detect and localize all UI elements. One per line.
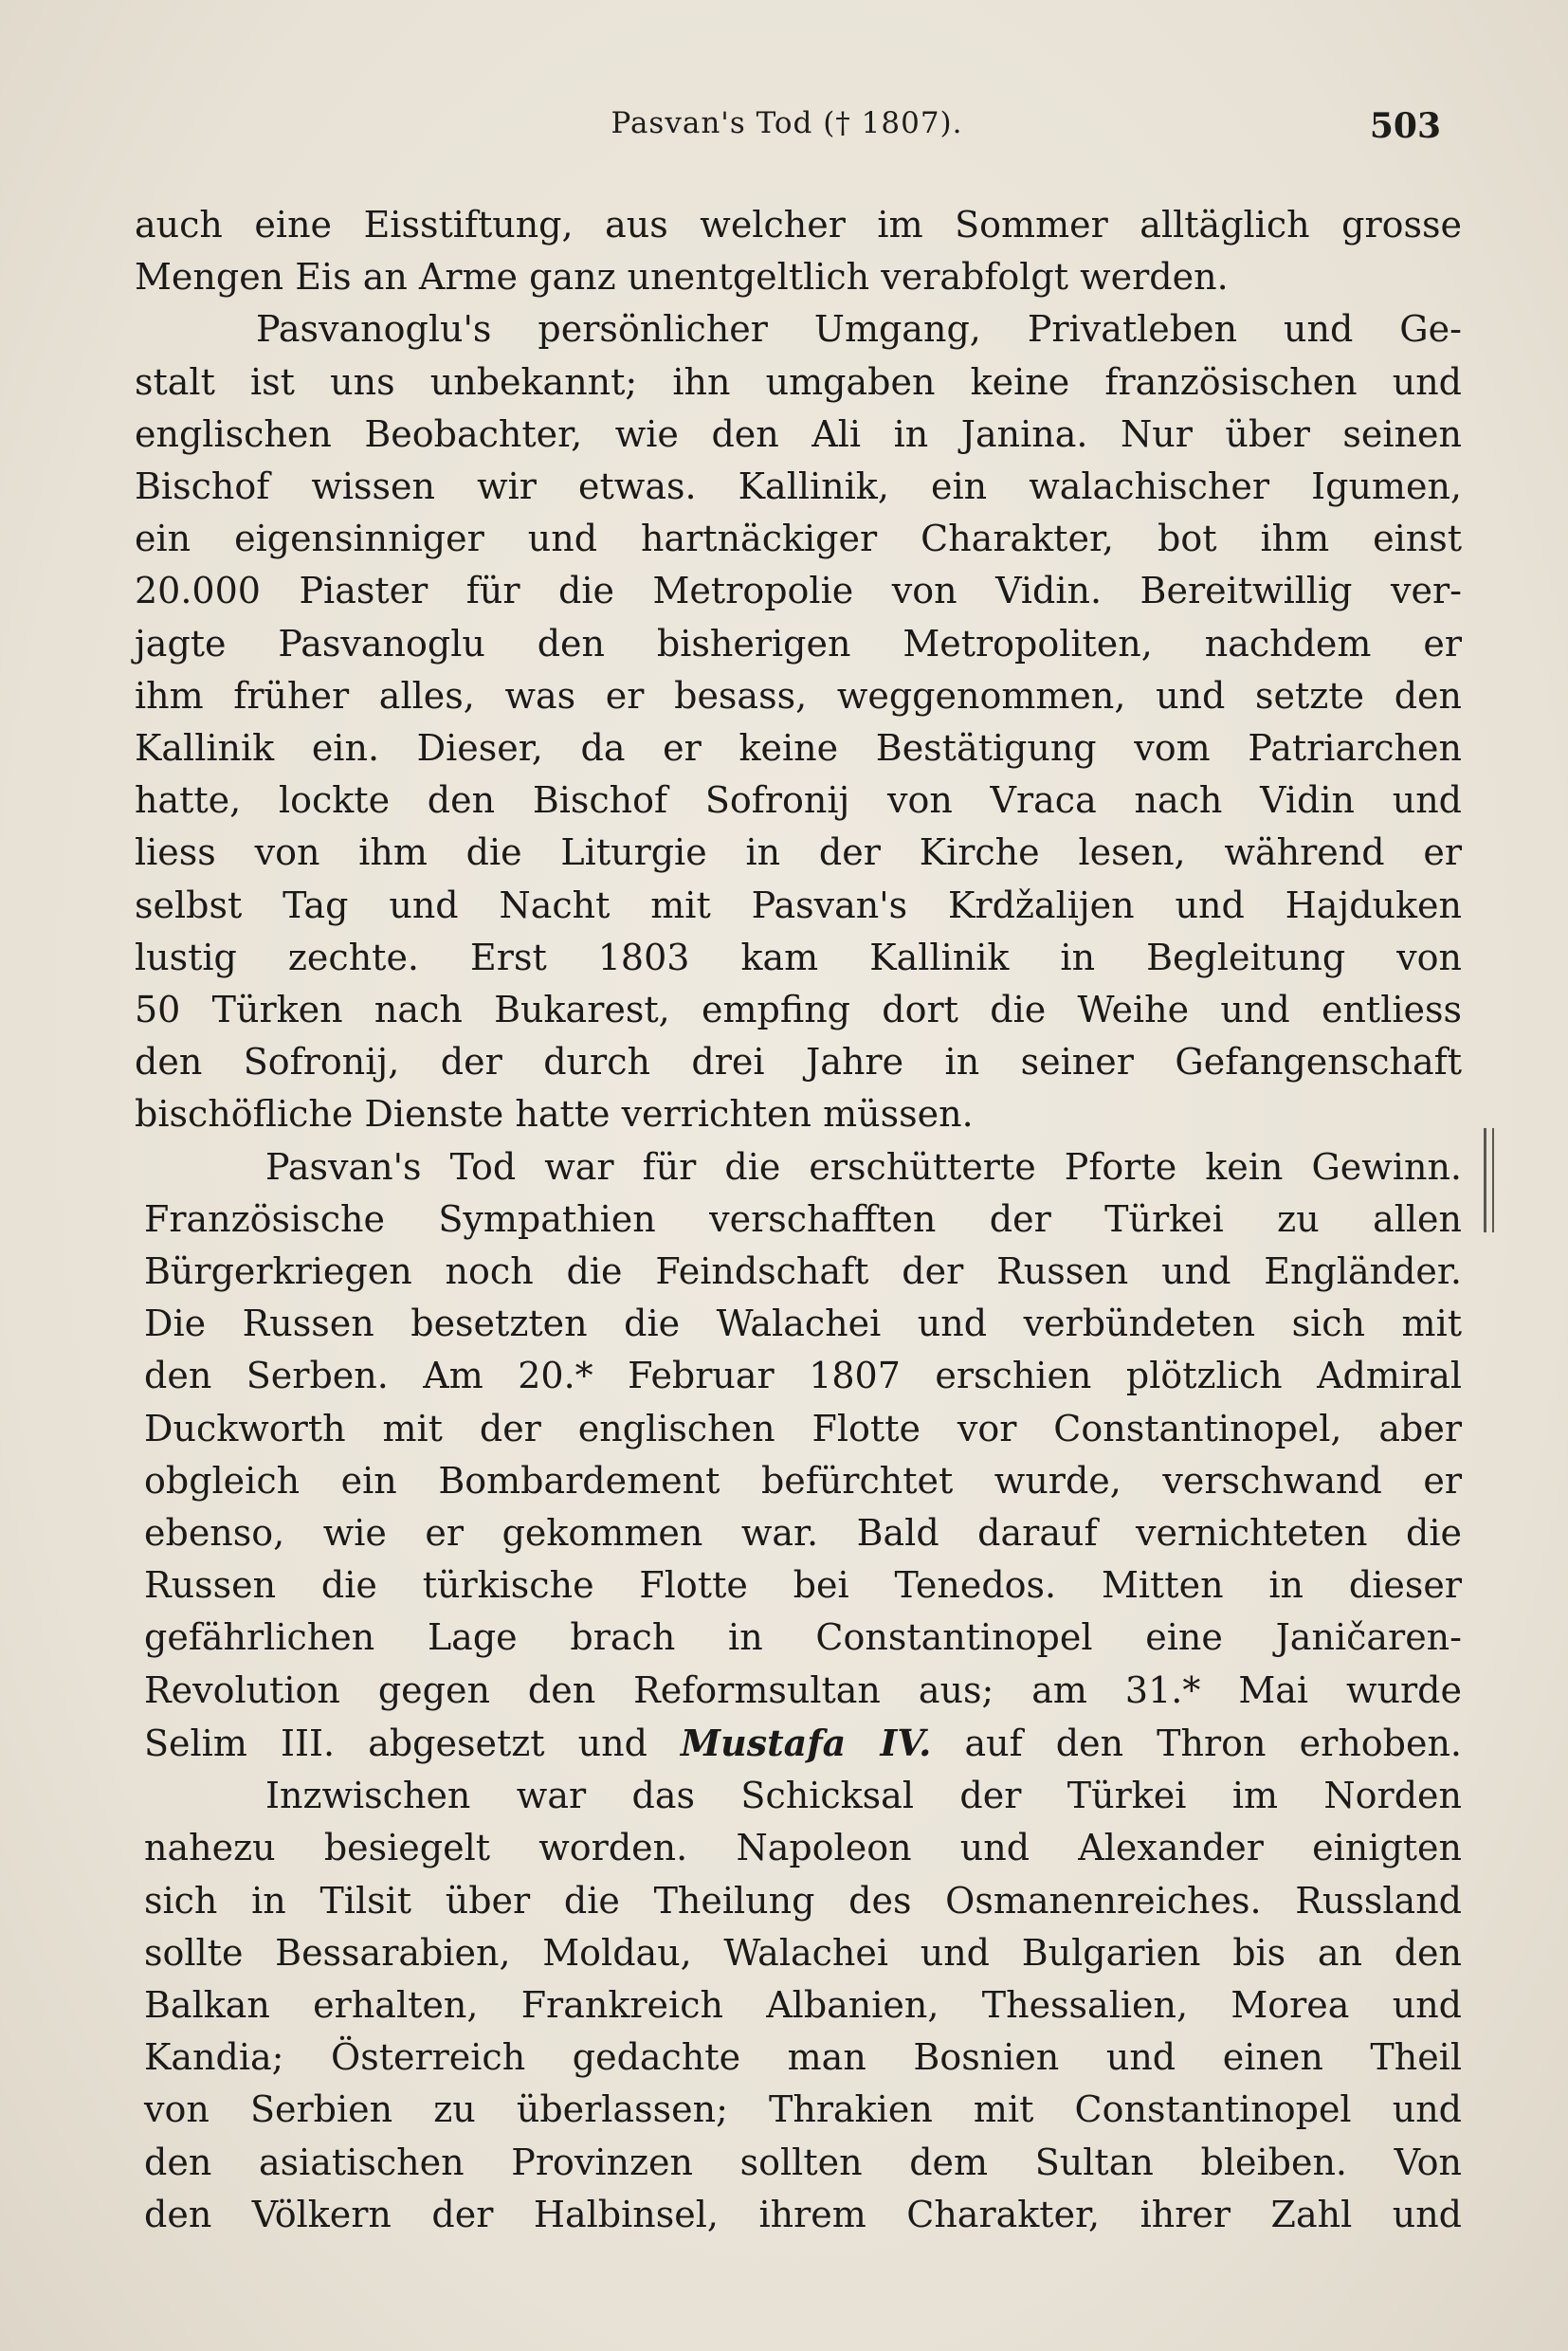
text-line: ein eigensinniger und hartnäckiger Charakter, bot ihm einst [135,518,1462,560]
text-line: auch eine Eisstiftung, aus welcher im Sommer alltäglich grosse [135,204,1462,246]
text-line: 20.000 Piaster für die Metropolie von Vidin. Bereitwillig ver- [135,570,1462,612]
text-line: Balkan erhalten, Frankreich Albanien, Thessalien, Morea und [144,1983,1462,2026]
text-line: ebenso, wie er gekommen war. Bald darauf vernichteten die [144,1512,1462,1555]
text-line: Revolution gegen den Reformsultan aus; am 31.* Mai wurde [144,1668,1462,1711]
running-head [133,106,1441,154]
text-line-with-italic [144,1717,1462,1770]
text-line: ihm früher alles, was er besass, weggenommen, und setzte den [135,674,1462,717]
body-text [135,199,1462,2241]
margin-pencil-mark [1484,1128,1494,1232]
paragraph-2 [135,303,1462,1140]
page-number: 503 [1369,106,1441,146]
text-line: Bürgerkriegen noch die Feindschaft der Russen und Engländer. [144,1250,1462,1293]
text-line: Die Russen besetzten die Walachei und verbündeten sich mit [144,1303,1462,1345]
text-line: englischen Beobachter, wie den Ali in Janina. Nur über seinen [135,412,1462,455]
paragraph-3 [135,1141,1462,1770]
text-line: stalt ist uns unbekannt; ihn umgaben keine französischen und [135,360,1462,403]
text-line: Französische Sympathien verschafften der Türkei zu allen [144,1197,1462,1240]
text-line: selbst Tag und Nacht mit Pasvan's Krdžalijen und Hajduken [135,884,1462,926]
paragraph-1 [135,199,1462,303]
paragraph-4 [135,1770,1462,2241]
text-line: Duckworth mit der englischen Flotte vor Constantinopel, aber [144,1407,1462,1449]
running-title: Pasvan's Tod († 1807). [611,106,963,140]
text-line: von Serbien zu überlassen; Thrakien mit Constantinopel und [144,2088,1462,2131]
text-line: Inzwischen war das Schicksal der Türkei im Norden [265,1775,1462,1817]
text-line: Bischof wissen wir etwas. Kallinik, ein walachischer Igumen, [135,465,1462,508]
text-line: gefährlichen Lage brach in Constantinopel eine Janičaren- [144,1616,1462,1659]
text-line: bischöfliche Dienste hatte verrichten müssen. [135,1093,974,1136]
text-line: sich in Tilsit über die Theilung des Osmanenreiches. Russland [144,1879,1462,1922]
text-line: Mengen Eis an Arme ganz unentgeltlich verabfolgt werden. [135,256,1229,299]
text-line: 50 Türken nach Bukarest, empfing dort die Weihe und entliess [135,989,1462,1031]
text-line: nahezu besiegelt worden. Napoleon und Alexander einigten [144,1827,1462,1869]
text-segment: auf den Thron erhoben. [931,1722,1462,1764]
text-line: den Völkern der Halbinsel, ihrem Charakter, ihrer Zahl und [144,2193,1462,2235]
text-line: Pasvan's Tod war für die erschütterte Pforte kein Gewinn. [265,1145,1462,1188]
text-line: sollte Bessarabien, Moldau, Walachei und Bulgarien bis an den [144,1931,1462,1974]
sultan-name: Mustafa IV. [681,1721,932,1764]
text-line: den Serben. Am 20.* Februar 1807 erschien plötzlich Admiral [144,1355,1462,1397]
text-line: lustig zechte. Erst 1803 kam Kallinik in Begleitung von [135,936,1462,978]
text-line: den asiatischen Provinzen sollten dem Sultan bleiben. Von [144,2141,1462,2183]
text-line: den Sofronij, der durch drei Jahre in seiner Gefangenschaft [135,1041,1462,1084]
text-line: Russen die türkische Flotte bei Tenedos. Mitten in dieser [144,1564,1462,1607]
text-line: Kandia; Österreich gedachte man Bosnien und einen Theil [144,2036,1462,2079]
text-line: obgleich ein Bombardement befürchtet wurde, verschwand er [144,1459,1462,1502]
text-line: hatte, lockte den Bischof Sofronij von Vraca nach Vidin und [135,779,1462,822]
text-line: Pasvanoglu's persönlicher Umgang, Privatleben und Ge- [256,308,1462,351]
text-line: liess von ihm die Liturgie in der Kirche lesen, während er [135,831,1462,874]
text-line: jagte Pasvanoglu den bisherigen Metropoliten, nachdem er [135,622,1462,665]
text-line: Kallinik ein. Dieser, da er keine Bestätigung vom Patriarchen [135,727,1462,770]
text-segment: Selim III. abgesetzt und [144,1722,682,1764]
